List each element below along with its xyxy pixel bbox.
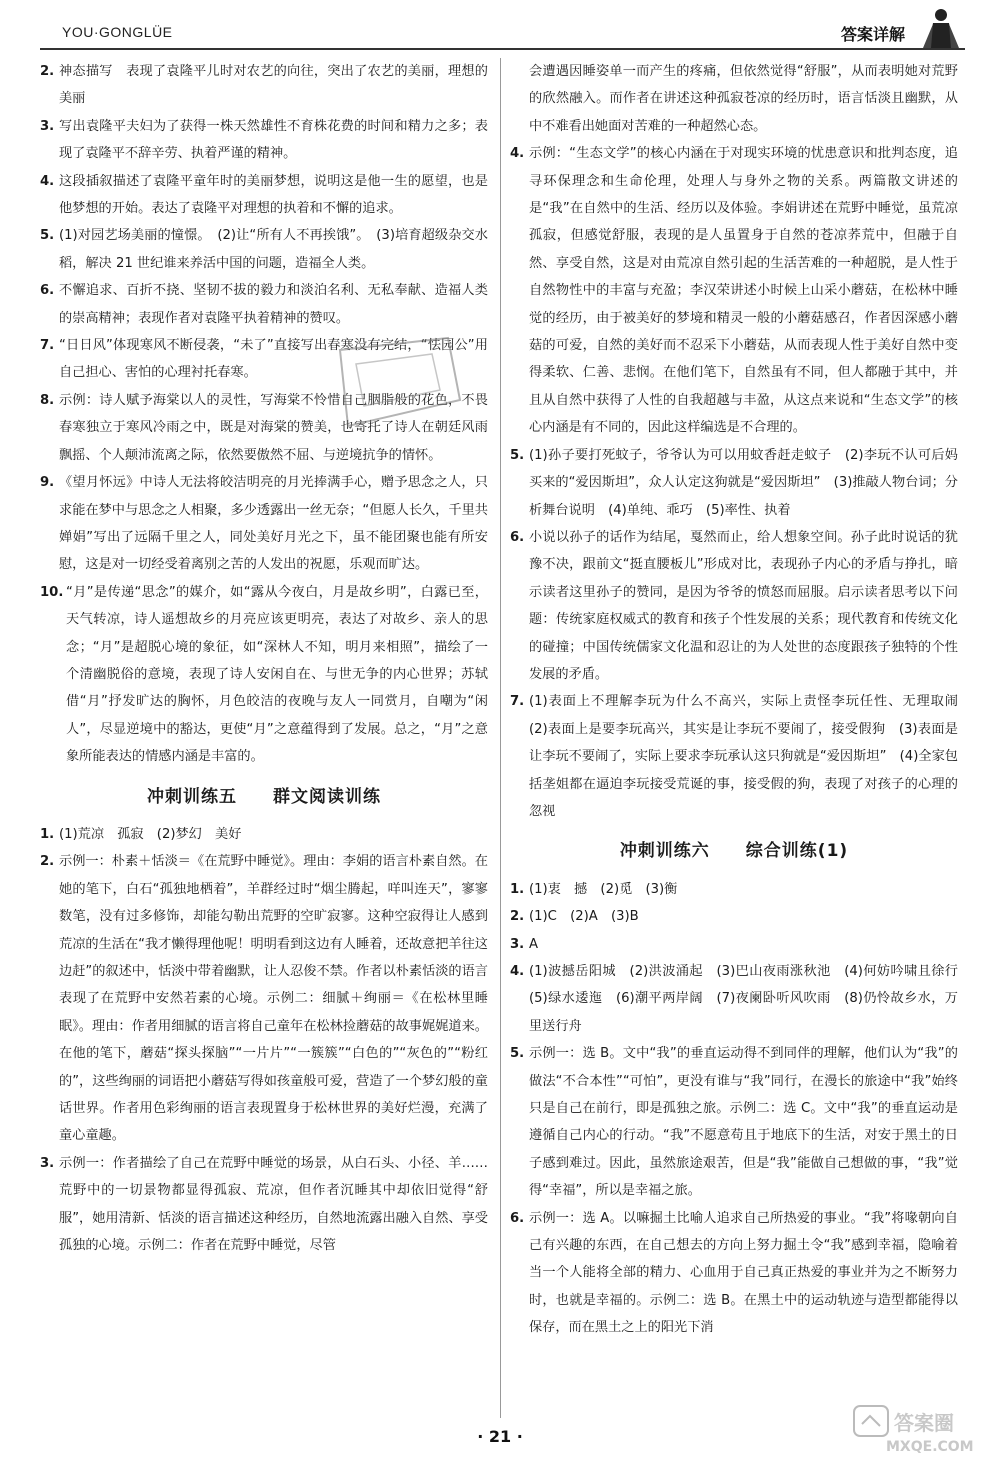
item-text: 示例：“生态文学”的核心内涵在于对现实环境的忧患意识和批判态度，追寻环保理念和生命伦理，处理人与身外之物的关系。两篇散文讲述的是“我”在自然中的生活、经历以及体验。李娟讲述在荒野中睡觉，虽荒凉孤寂，但感觉舒服，表现的是人虽置身于自然的苍凉荞荒中，但融于自然、享受自然，这是对由荒凉自然引起的生活苦难的一种超脱，是人性于自然物性中的丰富与充盈；李汉荣讲述小时候上山采小蘑菇，在松林中睡觉的经历，由于被美好的梦境和精灵一般的小蘑菇感召，作者因深感小蘑菇的可爱，自然的美好而不忍采下小蘑菇，从而表现人性于美好自然中变得柔软、仁善、悲悯。在他们笔下，自然虽有不同，但人都融于其中，并且从自然中获得了人性的自我超越与丰盈，从这点来说和“生态文学”的核心内涵是有不同的，因此这样编选是不合理的。 <box>529 146 958 436</box>
item-number: 1. <box>40 826 55 842</box>
stamp-mark <box>328 330 468 440</box>
item-number: 6. <box>510 529 525 545</box>
item-text: 这段插叙描述了袁隆平童年时的美丽梦想，说明这是他一生的愿望，也是他梦想的开始。表达了袁隆平对理想的执着和不懈的追求。 <box>59 173 488 217</box>
answer-item <box>510 1040 958 1204</box>
answer-item <box>40 848 488 1149</box>
answer-item <box>40 277 488 332</box>
item-text: 写出袁隆平夫妇为了获得一株天然雄性不育株花费的时间和精力之多；表现了袁隆平不辞辛劳、执着严谨的精神。 <box>59 118 488 162</box>
caped-figure-icon <box>919 6 963 52</box>
answer-item <box>40 113 488 168</box>
answer-item <box>40 168 488 223</box>
item-number: 5. <box>510 447 525 463</box>
answer-item <box>510 524 958 688</box>
answer-item <box>510 931 958 958</box>
answer-item <box>40 579 488 771</box>
page-header <box>40 16 965 48</box>
answer-item <box>40 58 488 113</box>
item-number: 8. <box>40 392 55 408</box>
answer-item <box>510 876 958 903</box>
watermark-logo <box>852 1404 982 1456</box>
item-text: A <box>529 936 539 952</box>
item-text: (1)波撼岳阳城 (2)洪波涌起 (3)巴山夜雨涨秋池 (4)何妨吟啸且徐行 (5)绿水逶迤 (6)潮平两岸阔 (7)夜阑卧听风吹雨 (8)仍怜故乡水，万里送行舟 <box>529 964 972 1034</box>
item-text: 小说以孙子的话作为结尾，戛然而止，给人想象空间。孙子此时说话的犹豫不决，跟前文“挺直腰板儿”形成对比，表现孙子内心的矛盾与挣扎，暗示读者这里孙子的赞同，是因为爷爷的愤怒而屈服。启示读者思考以下问题：传统家庭权威式的教育和孩子个性发展的关系；现代教育和传统文化的碰撞；中国传统儒家文化温和忍让的为人处世的态度跟孩子独特的个性发展的矛盾。 <box>529 529 958 682</box>
svg-text:答案圈: 答案圈 <box>894 1411 954 1435</box>
answer-item <box>510 958 972 1040</box>
page-number: · 21 · <box>477 1427 523 1446</box>
item-text: “日日风”体现寒风不断侵袭，“未了”直接写出春寒没有完结，“怯园公”用自己担心、害怕的心理衬托春寒。 <box>59 338 488 381</box>
item-number: 5. <box>40 228 55 244</box>
item-number: 2. <box>40 64 55 79</box>
section-title: 冲刺训练五 群文阅读训练 <box>147 786 381 807</box>
item-text: 示例：诗人赋予海棠以人的灵性，写海棠不怜惜自己胭脂般的花色，不畏春寒独立于寒风冷雨之中，既是对海棠的赞美，也寄托了诗人在朝廷风雨飘摇、个人颠沛流离之际，依然要傲然不屈、与逆境抗争的情怀。 <box>59 392 488 463</box>
brand-name: YOU·GONGLÜE <box>62 24 173 40</box>
item-number: 3. <box>40 1155 55 1171</box>
item-number: 5. <box>510 1046 525 1062</box>
item-number: 6. <box>40 283 55 299</box>
item-number: 4. <box>510 964 525 979</box>
item-text: (1)孙子要打死蚊子，爷爷认为可以用蚊香赶走蚊子 (2)李玩不认可后妈买来的“爱因斯坦”，众人认定这狗就是“爱因斯坦” (3)推敲人物台词；分析舞台说明 (4)单纯、乖巧 (5)率性、执着 <box>529 447 958 518</box>
item-number: 7. <box>40 338 55 354</box>
item-number: 6. <box>510 1210 525 1226</box>
header-rule <box>40 48 965 50</box>
answer-item <box>510 688 972 825</box>
item-text: (1)荒凉 孤寂 (2)梦幻 美好 <box>59 826 242 842</box>
item-number: 4. <box>510 146 525 162</box>
item-text: 不懈追求、百折不挠、坚韧不拔的毅力和淡泊名利、无私奉献、造福人类的崇高精神；表现作者对袁隆平执着精神的赞叹。 <box>59 283 488 326</box>
answer-item <box>510 442 958 524</box>
header-title: 答案详解 <box>840 25 905 44</box>
answer-item <box>510 903 958 930</box>
item-text: 示例一：选 B。文中“我”的垂直运动得不到同伴的理解，他们认为“我”的做法“不合本性”“可怕”，更没有谁与“我”同行，在漫长的旅途中“我”始终只是自己在前行，即是孤独之旅。示例二：选 C。文中“我”的垂直运动是遵循自己内心的行动。“我”不愿意苟且于地底下的生活，对安于黑土的日子感到难过。因此，虽然旅途艰苦，但是“我”能做自己想做的事，“我”觉得“幸福”，所以是幸福之旅。 <box>529 1046 958 1199</box>
answer-item <box>510 1205 958 1342</box>
section-title: 冲刺训练六 综合训练(1) <box>619 841 849 862</box>
right-column <box>510 58 972 1342</box>
item-text: 示例一：作者描绘了自己在荒野中睡觉的场景，从白石头、小径、羊……荒野中的一切景物都显得孤寂、荒凉，但作者沉睡其中却依旧觉得“舒服”，她用清新、恬淡的语言描述这种经历，自然地流露出融入自然、享受孤独的心境。示例二：作者在荒野中睡觉，尽管 <box>59 1155 488 1254</box>
item-text: (1)C (2)A (3)B <box>529 909 639 925</box>
item-text: 示例一：选 A。以嘛掘土比喻人追求自己所热爱的事业。“我”将喙朝向自己有兴趣的东西，在自己想去的方向上努力掘土令“我”感到幸福，隐喻着当一个人能将全部的精力、心血用于自己真正热爱的事业并为之不断努力时，也就是幸福的。示例二：选 B。在黑土中的运动轨迹与造型都能得以保存，而在黑土之上的阳光下消 <box>529 1210 958 1336</box>
item-number: 2. <box>510 909 525 925</box>
item-number: 9. <box>40 475 55 491</box>
svg-text:MXQE.COM: MXQE.COM <box>886 1439 974 1455</box>
item-number: 1. <box>510 881 525 897</box>
answer-item <box>510 140 958 441</box>
item-text: 会遭遇因睡姿单一而产生的疼痛，但依然觉得“舒服”，从而表明她对荒野的欣然融入。而作者在讲述这种孤寂苍凉的经历时，语言恬淡且幽默，从中不难看出她面对苦难的一种超然心态。 <box>529 64 958 134</box>
item-number: 7. <box>510 694 525 710</box>
item-number: 3. <box>40 118 55 134</box>
item-number: 3. <box>510 936 525 952</box>
item-text: 示例一：朴素＋恬淡＝《在荒野中睡觉》。理由：李娟的语言朴素自然。在她的笔下，白石“孤独地栖着”，羊群经过时“烟尘腾起，咩叫连天”，寥寥数笔，没有过多修饰，却能勾勒出荒野的空旷寂寥。这种空寂得让人感到荒凉的生活在“我才懒得理他呢！明明看到这边有人睡着，还故意把羊往这边赶”的叙述中，恬淡中带着幽默，让人忍俊不禁。作者以朴素恬淡的语言表现了在荒野中安然若素的心境。示例二：细腻＋绚丽＝《在松林里睡眠》。理由：作者用细腻的语言将自己童年在松林捡蘑菇的故事娓娓道来。在他的笔下，蘑菇“探头探脑”“一片片”“一簇簇”“白色的”“灰色的”“粉红的”，这些绚丽的词语把小蘑菇写得如孩童般可爱，营造了一个梦幻般的童话世界。作者用色彩绚丽的语言表现置身于松林世界的美好烂漫，充满了童心童趣。 <box>59 854 488 1144</box>
answer-item <box>40 1150 488 1260</box>
item-text: (1)对园艺场美丽的憧憬。 (2)让“所有人不再挨饿”。 (3)培育超级杂交水稻，解决 21 世纪谁来养活中国的问题，造福全人类。 <box>59 228 488 271</box>
item-number: 10. <box>40 584 64 600</box>
answer-item <box>40 469 488 579</box>
item-number: 4. <box>40 173 55 189</box>
answer-item <box>40 222 488 277</box>
item-text: (1)衷 撼 (2)觅 (3)衡 <box>529 881 678 897</box>
item-text: “月”是传递“思念”的媒介，如“露从今夜白，月是故乡明”，白露已至，天气转凉，诗人遥想故乡的月亮应该更明亮，表达了对故乡、亲人的思念；“月”是超脱心境的象征，如“深林人不知，明月来相照”，描绘了一个清幽脱俗的意境，表现了诗人安闲自在、与世无争的内心世界；苏轼借“月”抒发旷达的胸怀，月色皎洁的夜晚与友人一同赏月，自嘲为“闲人”，尽显逆境中的豁达，更使“月”之意蕴得到了发展。总之，“月”之意象所能表达的情感内涵是丰富的。 <box>66 584 488 765</box>
column-divider <box>500 58 501 1418</box>
item-text: 神态描写 表现了袁隆平儿时对农艺的向往，突出了农艺的美丽，理想的美丽 <box>59 64 488 107</box>
answer-continuation <box>510 58 958 140</box>
answer-item <box>40 821 488 848</box>
item-text: (1)表面上不理解李玩为什么不高兴，实际上责怪李玩任性、无理取闹 (2)表面上是要李玩高兴，其实是让李玩不要闹了，接受假狗 (3)表面是让李玩不要闹了，实际上要求李玩承认这只狗就是“爱因斯坦” (4)全家包括垄姐都在逼迫李玩接受荒诞的事，接受假的狗，表现了对孩子的心理的忽视 <box>529 694 972 819</box>
item-text: 《望月怀远》中诗人无法将皎洁明亮的月光捧满手心，赠予思念之人，只求能在梦中与思念之人相聚，多少透露出一丝无奈；“但愿人长久，千里共婵娟”写出了远隔千里之人，同处美好月光之下，虽不能团聚也能有所安慰，这是对一切经受着离别之苦的人发出的祝愿，乐观而旷达。 <box>59 475 488 573</box>
item-number: 2. <box>40 854 55 870</box>
left-column <box>40 58 488 1259</box>
